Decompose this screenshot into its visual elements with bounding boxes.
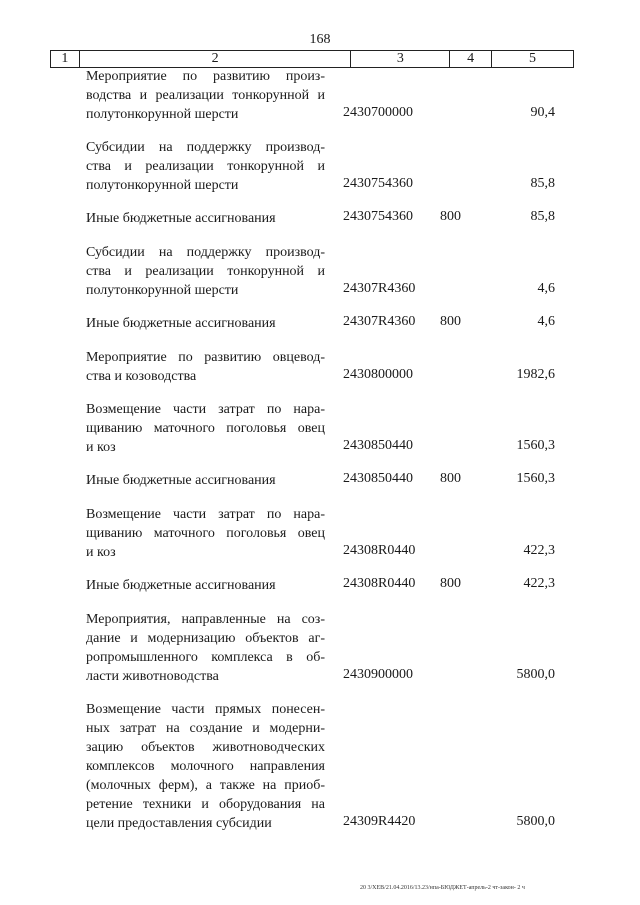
description-line: полутонкорунной шерсти bbox=[86, 178, 239, 193]
row-amount: 1982,6 bbox=[516, 367, 555, 382]
description-line: цели предоставления субсидии bbox=[86, 816, 272, 831]
row-description bbox=[86, 348, 325, 386]
row-amount: 5800,0 bbox=[516, 667, 555, 682]
description-line: Иные бюджетные ассигнования bbox=[86, 316, 276, 331]
description-line: Субсидии на поддержку производ- bbox=[86, 245, 325, 260]
row-code: 2430800000 bbox=[343, 367, 413, 382]
row-amount: 4,6 bbox=[537, 281, 555, 296]
description-line: Иные бюджетные ассигнования bbox=[86, 578, 276, 593]
page-number: 168 bbox=[309, 32, 331, 47]
description-line: Субсидии на поддержку производ- bbox=[86, 140, 325, 155]
description-line: ропромышленного комплекса в об- bbox=[86, 650, 325, 665]
description-line: Возмещение части прямых понесен- bbox=[86, 702, 325, 717]
description-line: дание и модернизацию объектов аг- bbox=[86, 631, 325, 646]
row-expense-type: 800 bbox=[440, 209, 461, 224]
description-line: ретение техники и оборудования на bbox=[86, 797, 325, 812]
description-line: ласти животноводства bbox=[86, 669, 219, 684]
column-header-1: 1 bbox=[51, 51, 80, 68]
row-description bbox=[86, 610, 325, 686]
description-line: Возмещение части затрат по нара- bbox=[86, 402, 325, 417]
row-description bbox=[86, 471, 325, 490]
row-amount: 85,8 bbox=[530, 176, 555, 191]
row-description bbox=[86, 400, 325, 457]
description-line: и коз bbox=[86, 440, 116, 455]
row-description bbox=[86, 243, 325, 300]
row-code: 2430900000 bbox=[343, 667, 413, 682]
description-line: Иные бюджетные ассигнования bbox=[86, 473, 276, 488]
column-header-4: 4 bbox=[450, 51, 492, 68]
description-line: Возмещение части затрат по нара- bbox=[86, 507, 325, 522]
row-code: 24307R4360 bbox=[343, 314, 416, 329]
row-amount: 5800,0 bbox=[516, 814, 555, 829]
column-header-5: 5 bbox=[491, 51, 573, 68]
row-code: 2430850440 bbox=[343, 438, 413, 453]
description-line: ства и реализации тонкорунной и bbox=[86, 159, 325, 174]
row-description bbox=[86, 138, 325, 195]
row-code: 24309R4420 bbox=[343, 814, 416, 829]
description-line: ства и козоводства bbox=[86, 369, 197, 384]
description-line: Мероприятия, направленные на соз- bbox=[86, 612, 325, 627]
description-line: ных затрат на создание и модерни- bbox=[86, 721, 325, 736]
row-amount: 4,6 bbox=[537, 314, 555, 329]
row-description bbox=[86, 700, 325, 833]
description-line: щиванию маточного поголовья овец bbox=[86, 526, 325, 541]
row-code: 2430850440 bbox=[343, 471, 413, 486]
row-code: 24308R0440 bbox=[343, 576, 416, 591]
row-expense-type: 800 bbox=[440, 576, 461, 591]
description-line: (молочных ферм), а также на приоб- bbox=[86, 778, 325, 793]
row-amount: 422,3 bbox=[523, 576, 555, 591]
description-line: зацию объектов животноводческих bbox=[86, 740, 325, 755]
footer-file-path: 20 3/ХЕВ/21.04.2016/13.23/нпа-БЮДЖЕТ-апрель-2 чт-закон- 2 ч bbox=[360, 885, 525, 891]
row-expense-type: 800 bbox=[440, 314, 461, 329]
column-header-row bbox=[50, 50, 574, 68]
description-line: полутонкорунной шерсти bbox=[86, 107, 239, 122]
column-header-2: 2 bbox=[79, 51, 351, 68]
description-line: и коз bbox=[86, 545, 116, 560]
column-header-3: 3 bbox=[351, 51, 450, 68]
row-description bbox=[86, 209, 325, 228]
description-line: полутонкорунной шерсти bbox=[86, 283, 239, 298]
row-amount: 1560,3 bbox=[516, 438, 555, 453]
row-expense-type: 800 bbox=[440, 471, 461, 486]
description-line: Мероприятие по развитию произ- bbox=[86, 69, 325, 84]
description-line: ства и реализации тонкорунной и bbox=[86, 264, 325, 279]
row-amount: 90,4 bbox=[530, 105, 555, 120]
description-line: Иные бюджетные ассигнования bbox=[86, 211, 276, 226]
row-code: 2430754360 bbox=[343, 209, 413, 224]
row-code: 24308R0440 bbox=[343, 543, 416, 558]
row-amount: 1560,3 bbox=[516, 471, 555, 486]
description-line: Мероприятие по развитию овцевод- bbox=[86, 350, 325, 365]
row-description bbox=[86, 505, 325, 562]
row-amount: 422,3 bbox=[523, 543, 555, 558]
row-code: 2430700000 bbox=[343, 105, 413, 120]
row-code: 24307R4360 bbox=[343, 281, 416, 296]
row-description bbox=[86, 576, 325, 595]
description-line: щиванию маточного поголовья овец bbox=[86, 421, 325, 436]
description-line: комплексов молочного направления bbox=[86, 759, 325, 774]
row-code: 2430754360 bbox=[343, 176, 413, 191]
row-description bbox=[86, 314, 325, 333]
row-description bbox=[86, 67, 325, 124]
row-amount: 85,8 bbox=[530, 209, 555, 224]
description-line: водства и реализации тонкорунной и bbox=[86, 88, 325, 103]
